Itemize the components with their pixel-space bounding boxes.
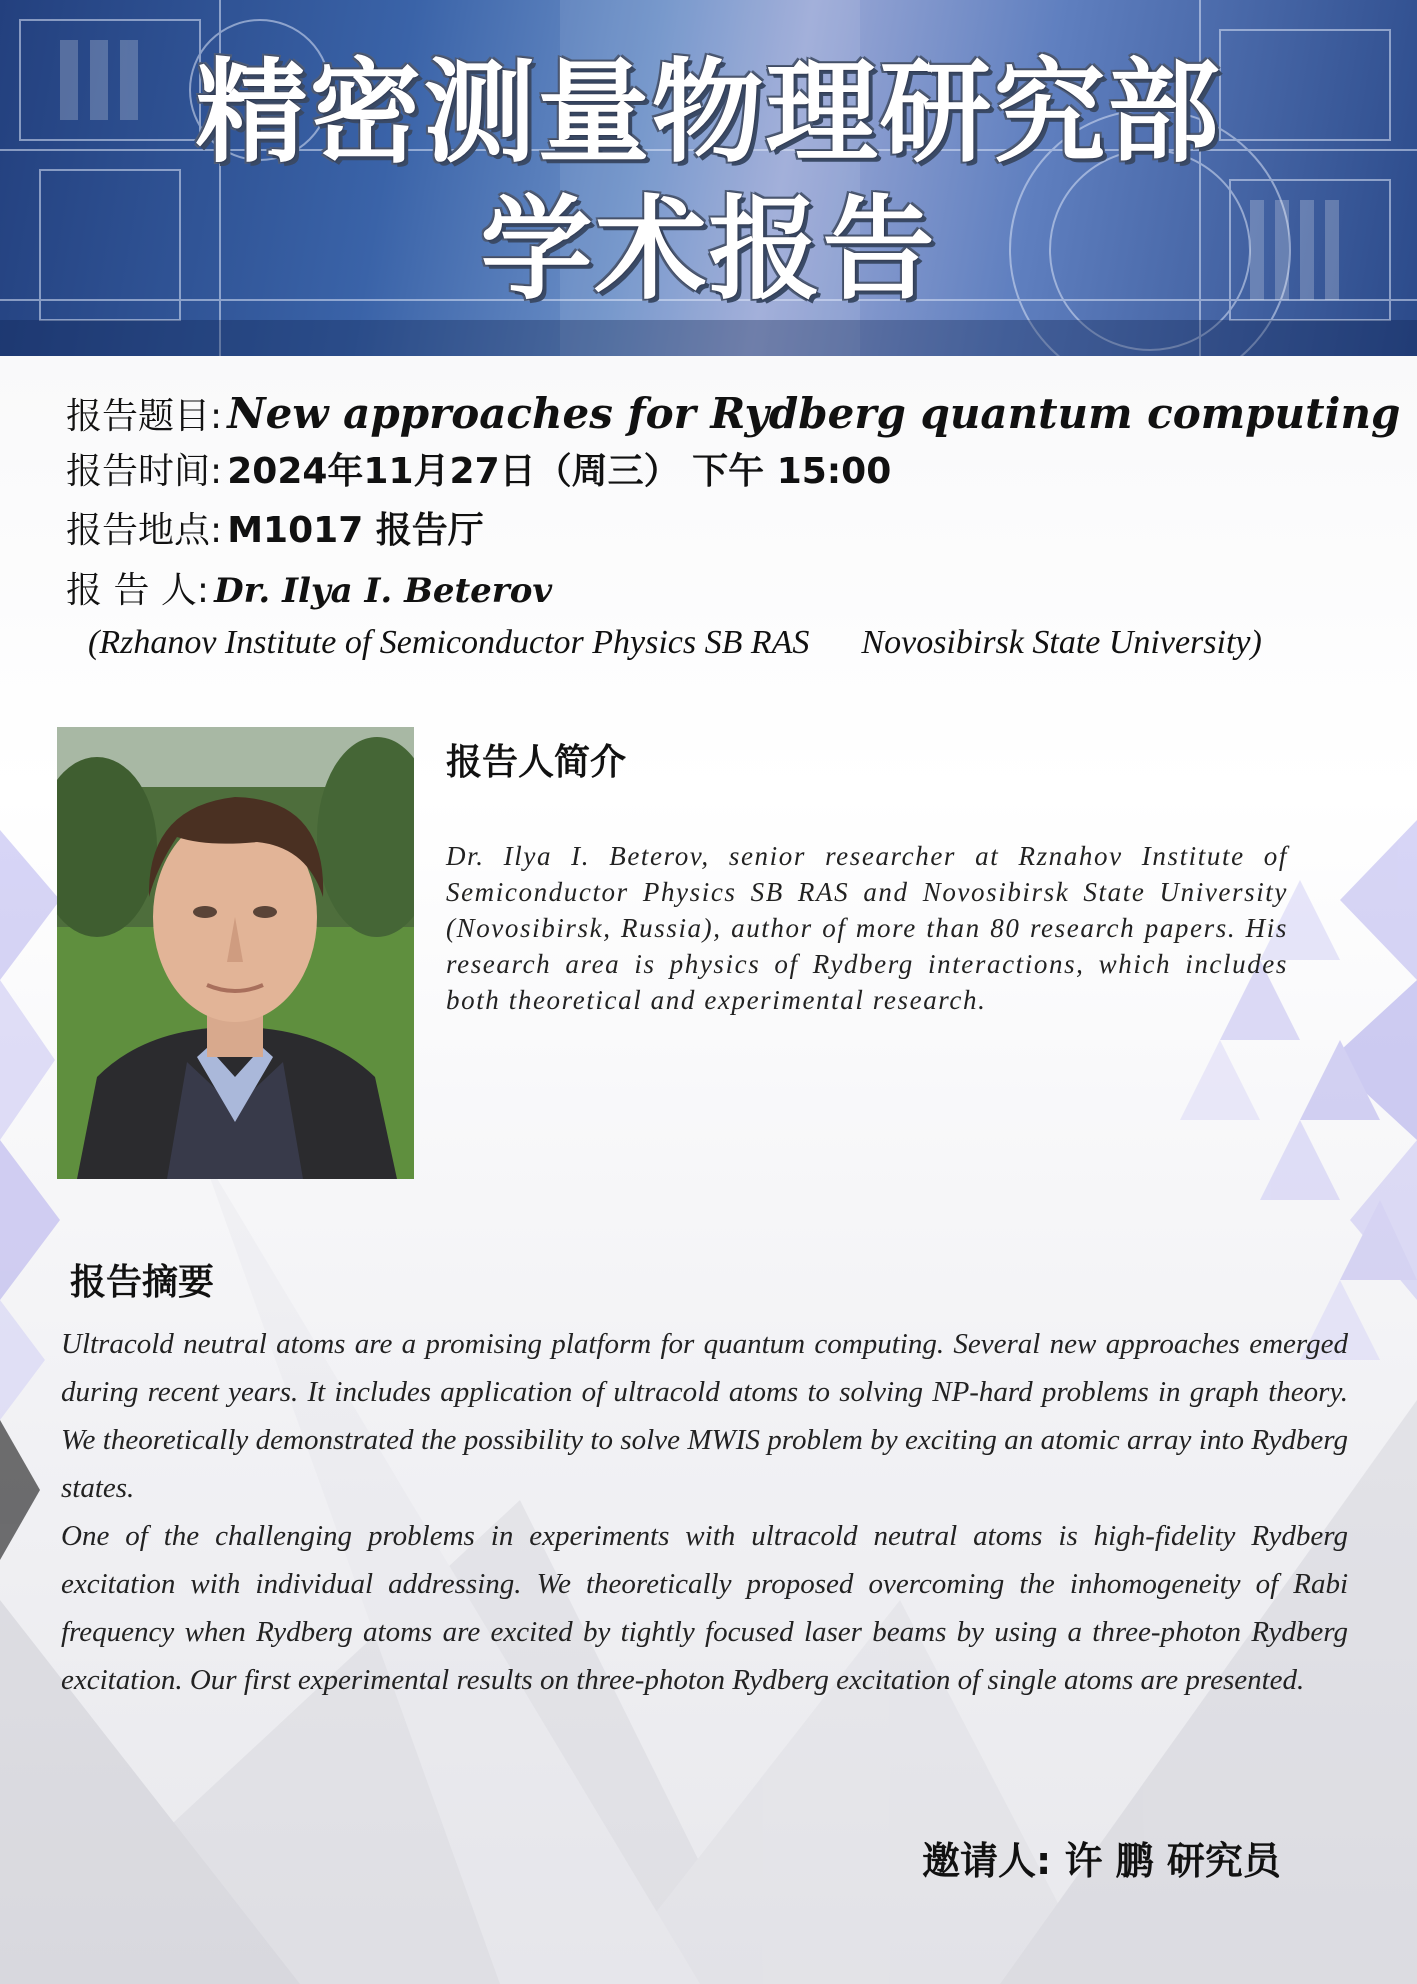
banner-title-line2: 学术报告 [480, 185, 937, 315]
abstract-paragraph-2: One of the challenging problems in experiments with ultracold neutral atoms is high-fidelity Rydberg excitation with individual addressing. We theoretically proposed overcoming the inhomogeneity of Rabi frequency when Rydberg atoms are excited by tightly focused laser beams by using a three-photon Rydberg excitation. Our first experimental results on three-photon Rydberg excitation of single atoms are presented. [61, 1520, 1348, 1696]
inviter-name: 许 鹏 研究员 [1064, 1839, 1281, 1883]
header-banner [0, 0, 1417, 356]
speaker-label: 报 告 人: [66, 570, 210, 611]
abstract-body [61, 1320, 1348, 1704]
affiliation-university: Novosibirsk State University [861, 624, 1251, 661]
speaker-affiliation [88, 624, 1262, 662]
affiliation-open-paren: ( [88, 624, 100, 661]
speaker-portrait-illustration [57, 727, 414, 1179]
bio-heading: 报告人简介 [446, 742, 627, 783]
banner-title-line1: 精密测量物理研究部 [195, 48, 1222, 178]
talk-place-value: M1017 报告厅 [227, 510, 484, 551]
bio-text: Dr. Ilya I. Beterov, senior researcher at Rznahov Institute of Semiconductor Physics SB RAS and Novosibirsk State University (Novosibirsk, Russia), author of more than 80 research papers. His research area is physics of Rydberg interactions, which includes both theoretical and experimental research. [446, 841, 1288, 1015]
affiliation-institute: Rzhanov Institute of Semiconductor Physics SB RAS [99, 624, 810, 661]
inviter-line [922, 1830, 1281, 1885]
talk-title-row [66, 388, 1400, 439]
talk-time-value: 2024年11月27日（周三） 下午 15:00 [227, 451, 892, 492]
speaker-name: Dr. Ilya I. Beterov [214, 571, 553, 611]
talk-time-label: 报告时间: [66, 451, 223, 492]
abstract-heading: 报告摘要 [70, 1262, 215, 1303]
affiliation-close-paren: ) [1250, 624, 1262, 661]
speaker-photo [57, 727, 414, 1179]
talk-title-label: 报告题目: [66, 396, 223, 437]
talk-title-value: New approaches for Rydberg quantum computing [227, 389, 1401, 438]
abstract-paragraph-1: Ultracold neutral atoms are a promising platform for quantum computing. Several new approaches emerged during recent years. It includes application of ultracold atoms to solving NP-hard problems in graph theory. We theoretically demonstrated the possibility to solve MWIS problem by exciting an atomic array into Rydberg states. [61, 1328, 1348, 1504]
inviter-label: 邀请人: [922, 1839, 1052, 1883]
talk-time-row [66, 443, 891, 494]
speaker-row [66, 562, 552, 613]
talk-place-row [66, 502, 484, 553]
talk-place-label: 报告地点: [66, 510, 223, 551]
